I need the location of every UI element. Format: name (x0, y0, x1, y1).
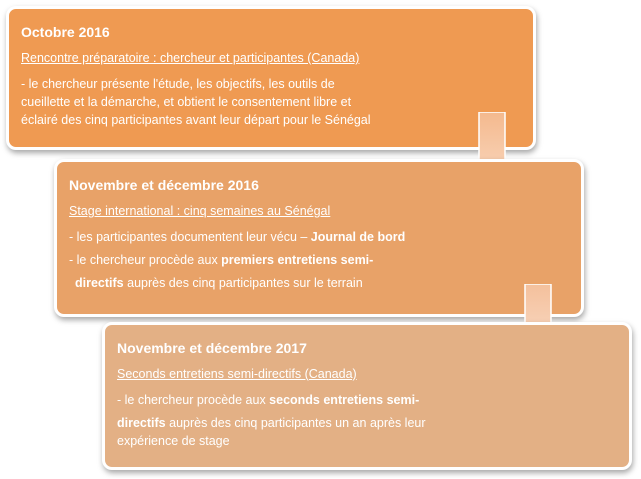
line-text: - les participantes documentent leur vécu – (69, 230, 311, 244)
line-text: - le chercheur procède aux (69, 253, 222, 267)
line-text-bold: premiers entretiens semi- (221, 253, 374, 267)
step-line (69, 251, 569, 269)
line-text: auprès des cinq participantes un an après leur (165, 416, 426, 430)
step-subtitle: Stage international : cinq semaines au Sénégal (69, 204, 331, 218)
step-line (117, 391, 617, 409)
step-title: Novembre et décembre 2017 (117, 340, 307, 356)
step-line: éclairé des cinq participantes avant leur départ pour le Sénégal (21, 113, 371, 127)
line-text-bold: Journal de bord (310, 230, 406, 244)
step-box-nov-dec-2017 (102, 322, 632, 470)
step-line (117, 414, 617, 432)
line-text-bold: directifs (75, 276, 124, 290)
step-subtitle: Seconds entretiens semi-directifs (Canada) (117, 367, 357, 381)
step-line: expérience de stage (117, 434, 230, 448)
step-line: - le chercheur présente l'étude, les objectifs, les outils de (21, 77, 335, 91)
step-line (69, 228, 569, 246)
step-title: Novembre et décembre 2016 (69, 177, 259, 193)
step-box-nov-dec-2016 (54, 159, 584, 317)
step-line: cueillette et la démarche, et obtient le consentement libre et (21, 95, 352, 109)
step-title: Octobre 2016 (21, 24, 110, 40)
line-text-bold: seconds entretiens semi- (269, 393, 420, 407)
line-text: - le chercheur procède aux (117, 393, 270, 407)
line-text-bold: directifs (117, 416, 166, 430)
step-subtitle: Rencontre préparatoire : chercheur et participantes (Canada) (21, 51, 360, 65)
step-line (69, 274, 569, 292)
line-text: auprès des cinq participantes sur le terrain (123, 276, 363, 290)
step-box-october-2016 (6, 6, 536, 150)
